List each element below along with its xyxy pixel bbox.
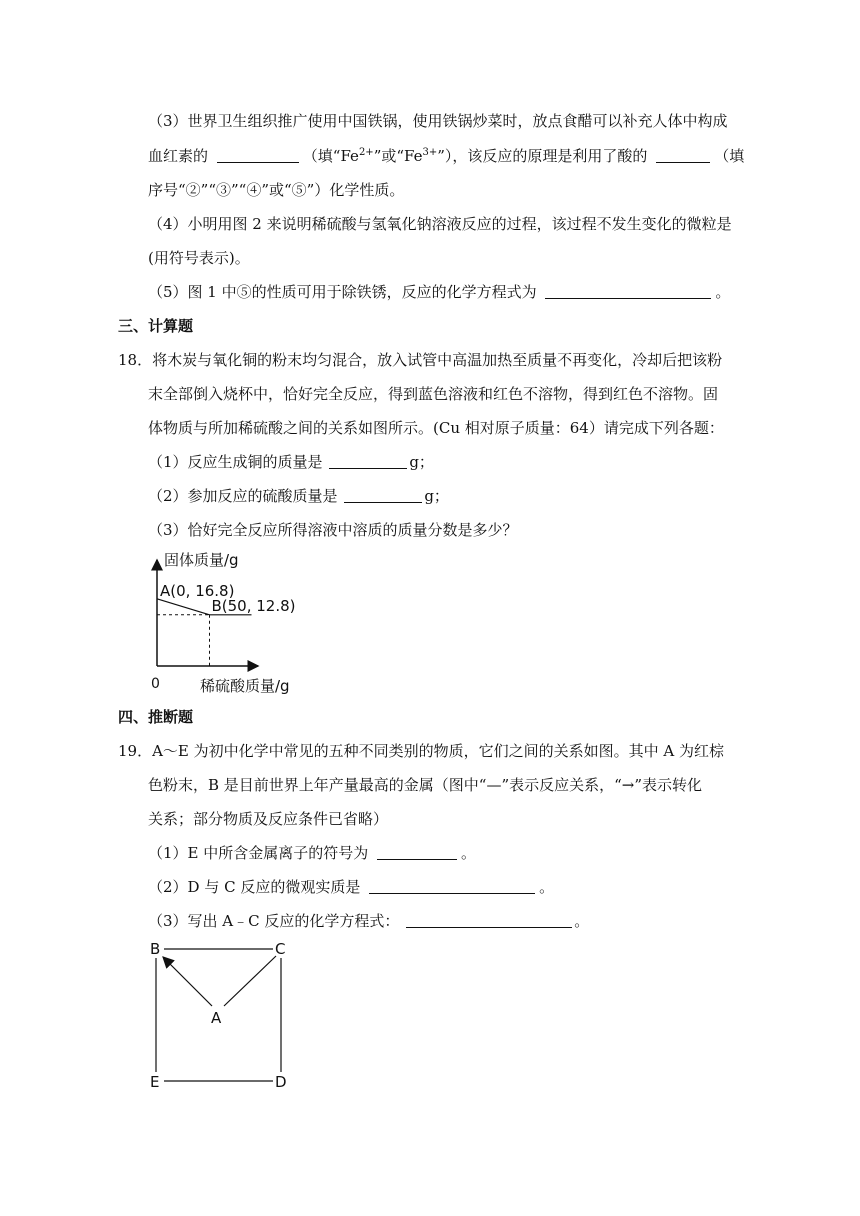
relation-diagram xyxy=(140,936,310,1096)
q18-sub2-text-b: g； xyxy=(424,487,449,505)
q19-sub1 xyxy=(148,843,476,863)
q17-part3-text-a: 血红素的 xyxy=(148,147,209,165)
answer-blank[interactable] xyxy=(656,146,710,163)
q19-sub2-text-a: （2）D 与 C 反应的微观实质是 xyxy=(148,878,361,896)
q18-sub1-text-a: （1）反应生成铜的质量是 xyxy=(148,453,323,471)
answer-blank[interactable] xyxy=(329,452,407,469)
x-axis-label: 稀硫酸质量/g xyxy=(200,677,290,695)
node-a: A xyxy=(211,1009,222,1027)
q18-sub3: （3）恰好完全反应所得溶液中溶质的质量分数是多少？ xyxy=(148,521,518,539)
q18-sub1-text-b: g； xyxy=(409,453,434,471)
answer-blank[interactable] xyxy=(406,911,572,928)
q17-part3-line2 xyxy=(148,146,744,166)
q18-sub1 xyxy=(148,452,434,472)
q17-part3-text-e: （填 xyxy=(714,147,745,165)
q17-part5-text-a: （5）图 1 中⑤的性质可用于除铁锈，反应的化学方程式为 xyxy=(148,283,537,301)
origin-label: 0 xyxy=(151,676,160,692)
q18-sub2 xyxy=(148,486,449,506)
edge-a-c xyxy=(224,956,276,1006)
point-label-b: B(50, 12.8) xyxy=(211,596,296,615)
q19-sub2-text-b: 。 xyxy=(539,878,555,896)
q19-sub2 xyxy=(148,877,554,897)
node-c: C xyxy=(275,940,286,958)
q17-part3-text-c: ”或“Fe xyxy=(373,147,423,165)
q17-part4-line1: （4）小明用图 2 来说明稀硫酸与氢氧化钠溶液反应的过程，该过程不发生变化的微粒是 xyxy=(148,215,732,233)
q17-part5-line xyxy=(148,282,730,302)
answer-blank[interactable] xyxy=(377,843,457,860)
arrow-a-to-b xyxy=(163,957,212,1006)
q18-line1: 18．将木炭与氧化铜的粉末均匀混合，放入试管中高温加热至质量不再变化，冷却后把该粉 xyxy=(118,351,723,369)
q17-part3-line1: （3）世界卫生组织推广使用中国铁锅，使用铁锅炒菜时，放点食醋可以补充人体中构成 xyxy=(148,112,728,130)
node-e: E xyxy=(150,1073,160,1091)
node-b: B xyxy=(150,940,161,958)
y-axis-label: 固体质量/g xyxy=(164,551,239,569)
q19-line2: 色粉末，B 是目前世界上年产量最高的金属（图中“—”表示反应关系，“→”表示转化 xyxy=(148,776,703,794)
q18-line3: 体物质与所加稀硫酸之间的关系如图所示。(Cu 相对原子质量：64）请完成下列各题： xyxy=(148,419,724,437)
q17-part4-line2: (用符号表示)。 xyxy=(148,249,250,267)
section-3-title: 三、计算题 xyxy=(118,317,194,335)
answer-blank[interactable] xyxy=(369,877,535,894)
q17-part5-text-b: 。 xyxy=(715,283,731,301)
q17-part3-sup2: 3+ xyxy=(422,147,438,158)
q18-sub2-text-a: （2）参加反应的硫酸质量是 xyxy=(148,487,338,505)
q19-line3: 关系；部分物质及反应条件已省略） xyxy=(148,810,389,828)
q19-sub3 xyxy=(148,911,589,931)
answer-blank[interactable] xyxy=(344,486,422,503)
node-d: D xyxy=(275,1073,287,1091)
q19-line1: 19．A～E 为初中化学中常见的五种不同类别的物质，它们之间的关系如图。其中 A 为红棕 xyxy=(118,742,725,760)
point-label-a: A(0, 16.8) xyxy=(160,581,235,600)
q19-sub3-text-a: （3）写出 A﹣C 反应的化学方程式： xyxy=(148,912,400,930)
section-4-title: 四、推断题 xyxy=(118,708,194,726)
q17-part3-text-b: （填“Fe xyxy=(302,147,359,165)
q19-sub1-text-b: 。 xyxy=(461,844,477,862)
q17-part3-sup1: 2+ xyxy=(358,147,374,158)
q18-line2: 末全部倒入烧杯中，恰好完全反应，得到蓝色溶液和红色不溶物，得到红色不溶物。固 xyxy=(148,385,719,403)
answer-blank[interactable] xyxy=(217,146,299,163)
answer-blank[interactable] xyxy=(545,282,711,299)
q19-sub1-text-a: （1）E 中所含金属离子的符号为 xyxy=(148,844,369,862)
q17-part3-line3: 序号“②”“③”“④”或“⑤”）化学性质。 xyxy=(148,181,405,199)
q17-part3-text-d: ”），该反应的原理是利用了酸的 xyxy=(437,147,648,165)
series-line-descending xyxy=(157,599,210,615)
q19-sub3-text-b: 。 xyxy=(574,912,590,930)
mass-chart xyxy=(140,548,320,698)
